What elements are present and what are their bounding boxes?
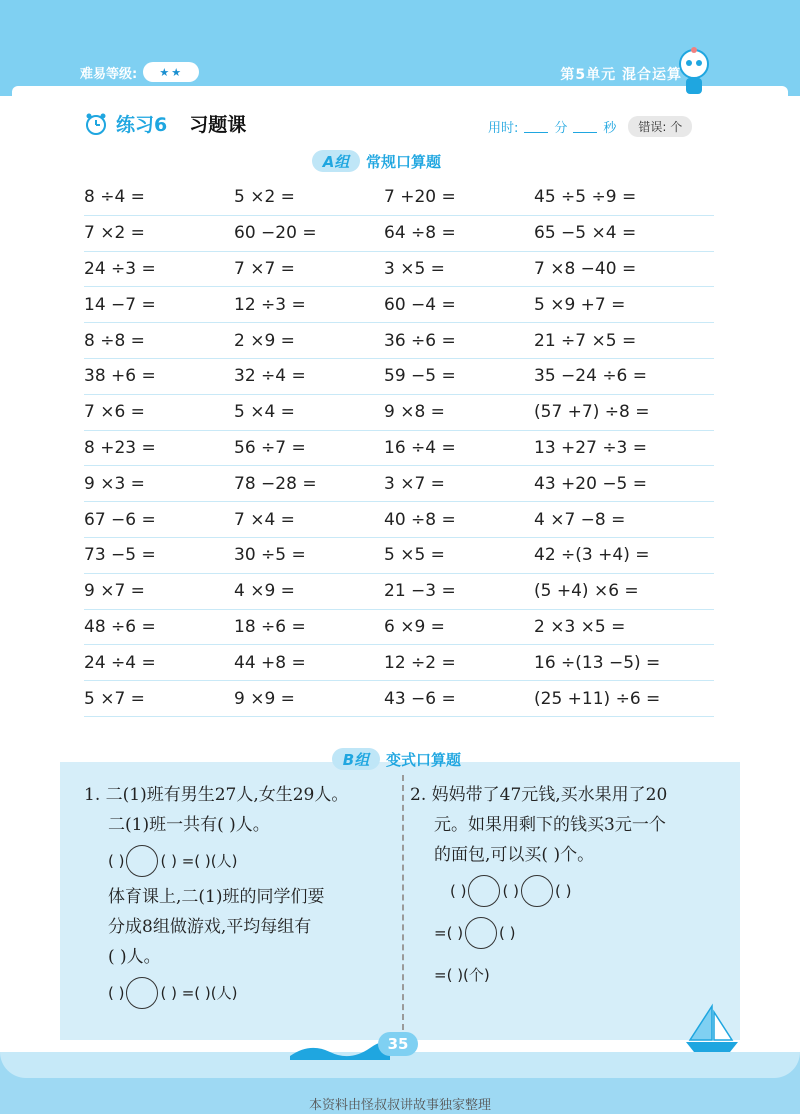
arithmetic-problem: 3 ×5 = xyxy=(384,258,445,279)
q2-line: 的面包,可以买( )个。 xyxy=(434,845,595,865)
blank-paren[interactable]: ( ) =( )(人) xyxy=(160,852,238,870)
arithmetic-problem: 44 +8 = xyxy=(234,652,306,673)
q1-formula-1 xyxy=(84,840,394,882)
alarm-clock-icon xyxy=(84,112,108,136)
arithmetic-problem: 59 −5 = xyxy=(384,366,456,387)
lesson-header xyxy=(84,110,246,137)
blank-paren[interactable]: ( ) xyxy=(108,984,125,1002)
section-a-header xyxy=(312,150,441,172)
question-1 xyxy=(84,780,394,1014)
arithmetic-problem: 67 −6 = xyxy=(84,509,156,530)
seconds-label: 秒 xyxy=(603,121,617,136)
problem-row xyxy=(84,431,714,467)
arithmetic-problem: 13 +27 ÷3 = xyxy=(534,437,648,458)
arithmetic-problem: 48 ÷6 = xyxy=(84,616,156,637)
arithmetic-problem: 56 ÷7 = xyxy=(234,437,306,458)
problem-row xyxy=(84,252,714,288)
q1-line: ( )人。 xyxy=(108,947,161,967)
arithmetic-problem: 73 −5 = xyxy=(84,545,156,566)
arithmetic-problem: 36 ÷6 = xyxy=(384,330,456,351)
arithmetic-problem: 7 +20 = xyxy=(384,187,456,208)
q2-formula-2 xyxy=(410,912,730,954)
arithmetic-problem: 2 ×9 = xyxy=(234,330,295,351)
lesson-number: 练习6 xyxy=(116,114,168,136)
arithmetic-problem: 7 ×8 −40 = xyxy=(534,258,637,279)
arithmetic-problem: 65 −5 ×4 = xyxy=(534,223,637,244)
operator-circle[interactable] xyxy=(126,977,158,1009)
section-a-badge: A组 xyxy=(312,150,360,172)
arithmetic-problem: 9 ×7 = xyxy=(84,581,145,602)
unit-title: 第5单元 混合运算 xyxy=(560,67,682,83)
star-cloud-icon: ★★ xyxy=(143,62,199,82)
arithmetic-problem: 12 ÷3 = xyxy=(234,294,306,315)
problem-row xyxy=(84,574,714,610)
section-b-badge: B组 xyxy=(332,748,380,770)
q2-line: 2. 妈妈带了47元钱,买水果用了20 xyxy=(410,785,668,805)
arithmetic-problem: 8 +23 = xyxy=(84,437,156,458)
arithmetic-problem: 64 ÷8 = xyxy=(384,223,456,244)
arithmetic-problem: 7 ×7 = xyxy=(234,258,295,279)
operator-circle[interactable] xyxy=(465,917,497,949)
arithmetic-problem: 5 ×9 +7 = xyxy=(534,294,626,315)
blank-paren[interactable]: ( ) xyxy=(502,882,519,900)
section-b-title: 变式口算题 xyxy=(386,750,462,769)
arithmetic-problem: (57 +7) ÷8 = xyxy=(534,402,650,423)
problem-row xyxy=(84,287,714,323)
arithmetic-problem: 9 ×8 = xyxy=(384,402,445,423)
q1-line: 1. 二(1)班有男生27人,女生29人。 xyxy=(84,785,349,805)
q2-formula-3 xyxy=(410,954,730,996)
question-divider xyxy=(402,775,404,1030)
q1-formula-2 xyxy=(84,972,394,1014)
arithmetic-problem: 7 ×2 = xyxy=(84,223,145,244)
problem-row xyxy=(84,395,714,431)
section-a-title: 常规口算题 xyxy=(366,152,442,171)
seconds-blank[interactable] xyxy=(573,121,597,133)
arithmetic-problem: 16 ÷(13 −5) = xyxy=(534,652,661,673)
blank-paren[interactable]: ( ) xyxy=(554,882,572,900)
arithmetic-problem: 5 ×7 = xyxy=(84,688,145,709)
footer-note: 本资料由怪叔叔讲故事独家整理 xyxy=(308,1098,491,1113)
operator-circle[interactable] xyxy=(126,845,158,877)
arithmetic-problem: 8 ÷4 = xyxy=(84,187,145,208)
blank-paren[interactable]: =( )(个) xyxy=(434,966,490,984)
q1-line: 二(1)班一共有( )人。 xyxy=(108,815,270,835)
arithmetic-problem: 35 −24 ÷6 = xyxy=(534,366,648,387)
arithmetic-problem: 45 ÷5 ÷9 = xyxy=(534,187,637,208)
problem-row xyxy=(84,538,714,574)
arithmetic-problem: 42 ÷(3 +4) = xyxy=(534,545,650,566)
arithmetic-problem: 2 ×3 ×5 = xyxy=(534,616,626,637)
q1-line: 分成8组做游戏,平均每组有 xyxy=(108,917,312,937)
difficulty-rating xyxy=(80,62,199,82)
arithmetic-problem: 24 ÷3 = xyxy=(84,258,156,279)
difficulty-label: 难易等级: xyxy=(80,66,138,82)
time-label: 用时: xyxy=(488,121,519,136)
arithmetic-problem: 6 ×9 = xyxy=(384,616,445,637)
operator-circle[interactable] xyxy=(521,875,553,907)
arithmetic-problem: 30 ÷5 = xyxy=(234,545,306,566)
arithmetic-problem: 3 ×7 = xyxy=(384,473,445,494)
time-record xyxy=(488,116,692,137)
mascot-icon xyxy=(676,46,712,102)
blank-paren[interactable]: =( ) xyxy=(434,924,464,942)
arithmetic-problem: 9 ×3 = xyxy=(84,473,145,494)
lesson-title: 习题课 xyxy=(189,114,247,136)
problem-row xyxy=(84,610,714,646)
arithmetic-problem: 21 −3 = xyxy=(384,581,456,602)
blank-paren[interactable]: ( ) xyxy=(450,882,467,900)
minutes-blank[interactable] xyxy=(524,121,548,133)
q2-formula-1 xyxy=(410,870,730,912)
arithmetic-problem: 4 ×7 −8 = xyxy=(534,509,626,530)
arithmetic-problem: 8 ÷8 = xyxy=(84,330,145,351)
problem-row xyxy=(84,681,714,717)
arithmetic-problem: (5 +4) ×6 = xyxy=(534,581,639,602)
errors-count: 错误: 个 xyxy=(628,116,692,137)
arithmetic-problem: 43 −6 = xyxy=(384,688,456,709)
problem-row xyxy=(84,216,714,252)
blank-paren[interactable]: ( ) xyxy=(108,852,125,870)
blank-paren[interactable]: ( ) =( )(人) xyxy=(160,984,238,1002)
arithmetic-problem: 4 ×9 = xyxy=(234,581,295,602)
problem-row xyxy=(84,502,714,538)
arithmetic-problem: 12 ÷2 = xyxy=(384,652,456,673)
arithmetic-problem: (25 +11) ÷6 = xyxy=(534,688,661,709)
arithmetic-problem: 9 ×9 = xyxy=(234,688,295,709)
arithmetic-grid xyxy=(84,180,714,717)
minutes-label: 分 xyxy=(554,121,568,136)
problem-row xyxy=(84,180,714,216)
operator-circle[interactable] xyxy=(468,875,500,907)
arithmetic-problem: 38 +6 = xyxy=(84,366,156,387)
section-b-header xyxy=(332,748,461,770)
arithmetic-problem: 60 −4 = xyxy=(384,294,456,315)
arithmetic-problem: 18 ÷6 = xyxy=(234,616,306,637)
arithmetic-problem: 14 −7 = xyxy=(84,294,156,315)
arithmetic-problem: 60 −20 = xyxy=(234,223,317,244)
wave-icon xyxy=(290,1038,390,1060)
arithmetic-problem: 16 ÷4 = xyxy=(384,437,456,458)
blank-paren[interactable]: ( ) xyxy=(499,924,516,942)
arithmetic-problem: 24 ÷4 = xyxy=(84,652,156,673)
sailboat-icon xyxy=(682,1002,742,1058)
problem-row xyxy=(84,359,714,395)
arithmetic-problem: 5 ×5 = xyxy=(384,545,445,566)
arithmetic-problem: 78 −28 = xyxy=(234,473,317,494)
problem-row xyxy=(84,466,714,502)
problem-row xyxy=(84,645,714,681)
arithmetic-problem: 40 ÷8 = xyxy=(384,509,456,530)
arithmetic-problem: 7 ×4 = xyxy=(234,509,295,530)
arithmetic-problem: 32 ÷4 = xyxy=(234,366,306,387)
question-2 xyxy=(410,780,730,996)
q1-line: 体育课上,二(1)班的同学们要 xyxy=(108,887,325,907)
page-number: 35 xyxy=(378,1032,418,1056)
arithmetic-problem: 43 +20 −5 = xyxy=(534,473,648,494)
problem-row xyxy=(84,323,714,359)
arithmetic-problem: 5 ×4 = xyxy=(234,402,295,423)
arithmetic-problem: 5 ×2 = xyxy=(234,187,295,208)
q2-line: 元。如果用剩下的钱买3元一个 xyxy=(434,815,666,835)
arithmetic-problem: 21 ÷7 ×5 = xyxy=(534,330,637,351)
arithmetic-problem: 7 ×6 = xyxy=(84,402,145,423)
